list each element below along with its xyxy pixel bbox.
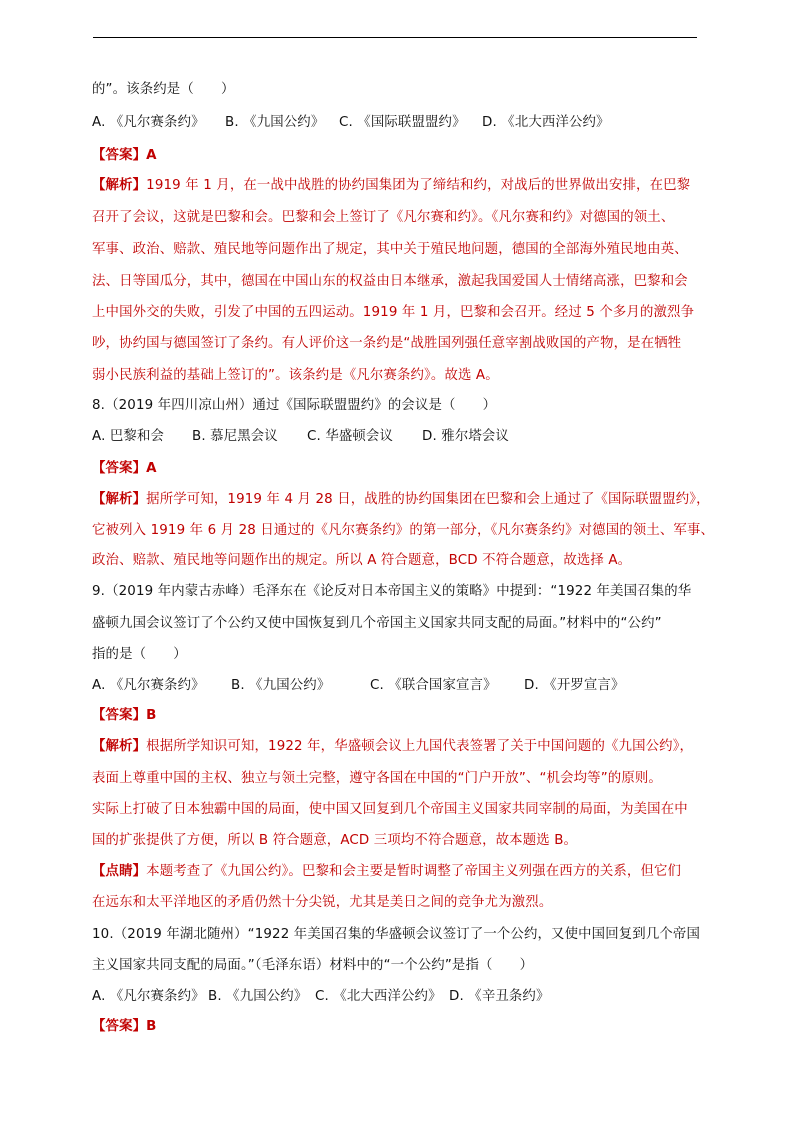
q7-option-a: A. 《凡尔赛条约》 <box>92 115 205 130</box>
answer-value: A <box>146 148 157 163</box>
comment-tag: 【点睛】 <box>92 864 147 879</box>
q9-comment-line <box>92 862 681 882</box>
answer-tag: 【答案】 <box>92 461 147 476</box>
analysis-tag: 【解析】 <box>92 492 147 507</box>
q9-answer <box>92 706 157 726</box>
analysis-text: 根据所学知识可知，1922 年，华盛顿会议上九国代表签署了关于中国问题的《九国公约》， <box>146 739 694 754</box>
comment-text: 本题考查了《九国公约》。巴黎和会主要是暂时调整了帝国主义列强在西方的关系，但它们 <box>146 864 682 879</box>
q10-option-c: C. 《北大西洋公约》 <box>315 989 442 1004</box>
q7-analysis-line: 上中国外交的失败，引发了中国的五四运动。1919 年 1 月，巴黎和会召开。经过 5 个多月的激烈争 <box>92 305 695 320</box>
q7-stem-end: 的”。该条约是（ ） <box>92 82 235 97</box>
q9-options <box>92 676 625 696</box>
answer-value: A <box>146 461 157 476</box>
answer-value: B <box>146 1019 157 1034</box>
analysis-tag: 【解析】 <box>92 178 147 193</box>
q9-option-d: D. 《开罗宣言》 <box>524 678 625 693</box>
q9-analysis-line: 国的扩张提供了方便，所以 B 符合题意，ACD 三项均不符合题意，故本题选 B。 <box>92 833 578 848</box>
q9-analysis-line: 表面上尊重中国的主权、独立与领土完整，遵守各国在中国的“门户开放”、“机会均等”的原则。 <box>92 771 662 786</box>
q8-option-c: C. 华盛顿会议 <box>307 429 394 444</box>
q10-option-d: D. 《辛丑条约》 <box>449 989 550 1004</box>
analysis-text: 1919 年 1 月，在一战中战胜的协约国集团为了缔结和约，对战后的世界做出安排，在巴黎 <box>146 178 691 193</box>
q8-option-a: A. 巴黎和会 <box>92 429 165 444</box>
q7-answer <box>92 146 157 166</box>
q9-option-a: A. 《凡尔赛条约》 <box>92 678 205 693</box>
q8-answer <box>92 459 157 479</box>
q10-stem-line: 主义国家共同支配的局面。”（毛泽东语）材料中的“一个公约”是指（ ） <box>92 958 534 973</box>
q9-stem-line: 9.（2019 年内蒙古赤峰）毛泽东在《论反对日本帝国主义的策略》中提到：“1922 年美国召集的华 <box>92 584 692 599</box>
q9-stem-line: 指的是（ ） <box>92 647 187 662</box>
q7-option-c: C. 《国际联盟盟约》 <box>339 115 466 130</box>
header-rule <box>93 37 697 38</box>
q8-analysis-line: 它被列入 1919 年 6 月 28 日通过的《凡尔赛条约》的第一部分，《凡尔赛条约》对德国的领土、军事、 <box>92 523 715 538</box>
answer-tag: 【答案】 <box>92 148 147 163</box>
analysis-tag: 【解析】 <box>92 739 147 754</box>
q10-stem-line: 10.（2019 年湖北随州）“1922 年美国召集的华盛顿会议签订了一个公约，又使中国回复到几个帝国 <box>92 927 701 942</box>
q9-comment-line: 在远东和太平洋地区的矛盾仍然十分尖锐，尤其是美日之间的竞争尤为激烈。 <box>92 895 553 910</box>
q9-stem-line: 盛顿九国会议签订了个公约又使中国恢复到几个帝国主义国家共同支配的局面。”材料中的“公约” <box>92 616 662 631</box>
q9-analysis-line: 实际上打破了日本独霸中国的局面，使中国又回复到几个帝国主义国家共同宰制的局面，为美国在中 <box>92 802 688 817</box>
q8-option-b: B. 慕尼黑会议 <box>192 429 278 444</box>
q7-analysis-line: 法、日等国瓜分，其中，德国在中国山东的权益由日本继承，激起我国爱国人士情绪高涨，巴黎和会 <box>92 274 688 289</box>
q7-analysis-line: 吵，协约国与德国签订了条约。有人评价这一条约是“战胜国列强任意宰割战败国的产物，是在牺牲 <box>92 336 682 351</box>
q9-analysis-line <box>92 737 693 757</box>
q8-analysis-line <box>92 490 710 510</box>
answer-tag: 【答案】 <box>92 1019 147 1034</box>
q7-options <box>92 113 610 133</box>
q9-option-b: B. 《九国公约》 <box>231 678 331 693</box>
analysis-text: 据所学可知，1919 年 4 月 28 日，战胜的协约国集团在巴黎和会上通过了《国际联盟盟约》， <box>146 492 710 507</box>
q10-option-b: B. 《九国公约》 <box>208 989 308 1004</box>
q8-stem: 8.（2019 年四川凉山州）通过《国际联盟盟约》的会议是（ ） <box>92 398 497 413</box>
q7-analysis-line <box>92 176 690 196</box>
q10-answer <box>92 1017 157 1037</box>
q7-analysis-line: 召开了会议，这就是巴黎和会。巴黎和会上签订了《凡尔赛和约》。《凡尔赛和约》对德国的领土、 <box>92 210 675 225</box>
q7-analysis-line: 军事、政治、赔款、殖民地等问题作出了规定，其中关于殖民地问题，德国的全部海外殖民地由英、 <box>92 242 688 257</box>
q10-option-a: A. 《凡尔赛条约》 <box>92 989 205 1004</box>
q7-analysis-line: 弱小民族利益的基础上签订的”。该条约是《凡尔赛条约》。故选 A。 <box>92 368 499 383</box>
q9-option-c: C. 《联合国家宣言》 <box>370 678 497 693</box>
q7-option-d: D. 《北大西洋公约》 <box>482 115 610 130</box>
q8-analysis-line: 政治、赔款、殖民地等问题作出的规定。所以 A 符合题意，BCD 不符合题意，故选择 A。 <box>92 553 632 568</box>
q8-option-d: D. 雅尔塔会议 <box>422 429 509 444</box>
answer-tag: 【答案】 <box>92 708 147 723</box>
q10-options <box>92 987 550 1007</box>
q8-options <box>92 427 509 447</box>
answer-value: B <box>146 708 157 723</box>
q7-option-b: B. 《九国公约》 <box>225 115 325 130</box>
